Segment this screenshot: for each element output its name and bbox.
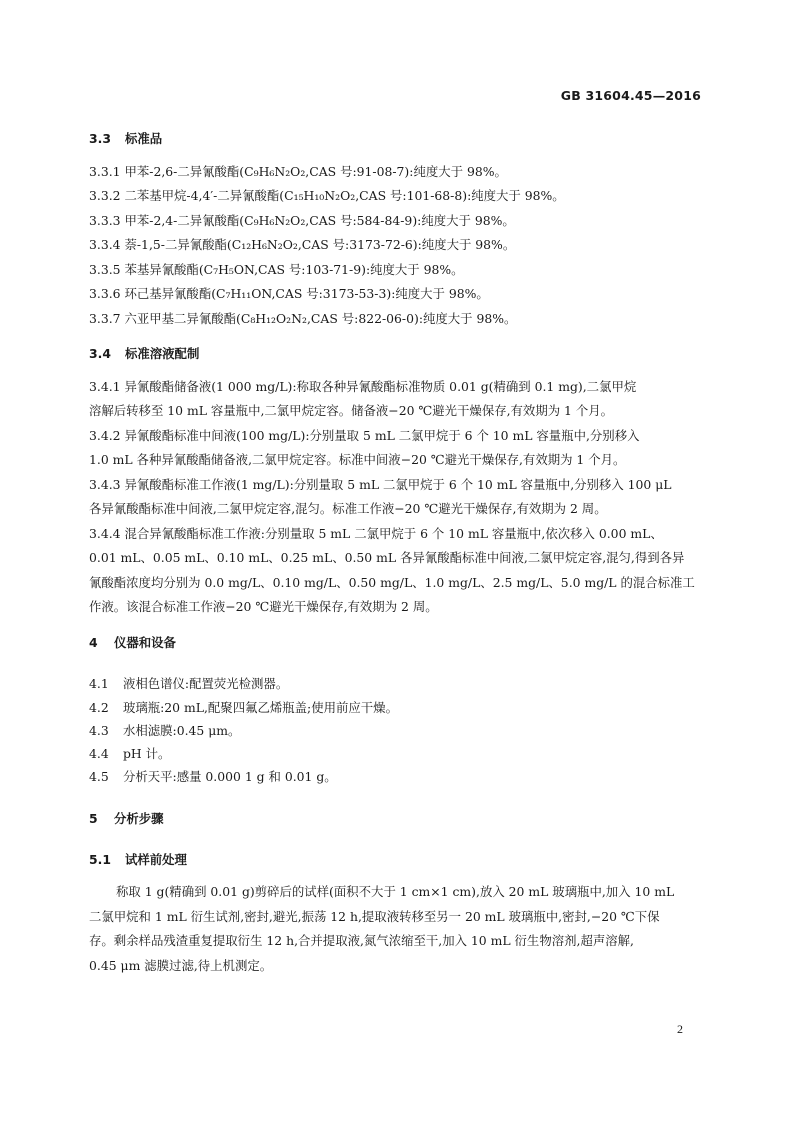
section-number: 4 <box>89 635 98 650</box>
section-heading-3-3 <box>89 131 162 147</box>
list-item <box>89 676 288 692</box>
item-number: 3.3.6 <box>89 286 121 301</box>
item-number: 3.3.3 <box>89 213 121 228</box>
item-text: 异氰酸酯标准工作液(1 mg/L):分别量取 5 mL 二氯甲烷于 6 个 10 mL 容量瓶中,分别移入 100 μL <box>124 477 672 492</box>
item-text: 混合异氰酸酯标准工作液:分别量取 5 mL 二氯甲烷于 6 个 10 mL 容量瓶中,依次移入 0.00 mL、 <box>124 526 663 541</box>
item-number: 3.3.5 <box>89 262 121 277</box>
paragraph-line: 作液。该混合标准工作液−20 ℃避光干燥保存,有效期为 2 周。 <box>89 599 438 614</box>
list-item <box>89 164 507 180</box>
paragraph-line: 0.01 mL、0.05 mL、0.10 mL、0.25 mL、0.50 mL 各异氰酸酯标准中间液,二氯甲烷定容,混匀,得到各异 <box>89 550 685 565</box>
item-number: 4.3 <box>89 723 109 738</box>
section-title: 仪器和设备 <box>114 635 176 650</box>
paragraph-line: 各异氰酸酯标准中间液,二氯甲烷定容,混匀。标准工作液−20 ℃避光干燥保存,有效期为 2 周。 <box>89 501 607 516</box>
list-item <box>89 723 240 739</box>
section-number: 3.3 <box>89 131 111 146</box>
list-item <box>89 237 515 253</box>
paragraph-line: 0.45 μm 滤膜过滤,待上机测定。 <box>89 958 273 973</box>
item-text: 玻璃瓶:20 mL,配聚四氟乙烯瓶盖;使用前应干燥。 <box>122 700 398 715</box>
item-number: 3.3.7 <box>89 311 121 326</box>
standard-code-header: GB 31604.45—2016 <box>560 88 701 103</box>
item-text: 水相滤膜:0.45 μm。 <box>122 723 241 738</box>
item-number: 3.3.1 <box>89 164 121 179</box>
list-item <box>89 769 337 785</box>
section-heading-5-1 <box>89 852 187 868</box>
section-title: 标准品 <box>125 131 163 146</box>
paragraph-line: 称取 1 g(精确到 0.01 g)剪碎后的试样(面积不大于 1 cm×1 cm),放入 20 mL 玻璃瓶中,加入 10 mL <box>116 884 675 899</box>
item-text: 环己基异氰酸酯(C₇H₁₁ON,CAS 号:3173-53-3):纯度大于 98%。 <box>124 286 489 301</box>
item-number: 4.5 <box>89 769 109 784</box>
list-item <box>89 311 516 327</box>
item-text: 甲苯-2,6-二异氰酸酯(C₉H₆N₂O₂,CAS 号:91-08-7):纯度大于 98%。 <box>124 164 507 179</box>
item-number: 4.4 <box>89 746 109 761</box>
section-heading-4 <box>89 635 176 651</box>
item-text: 液相色谱仪:配置荧光检测器。 <box>122 676 289 691</box>
list-item <box>89 746 170 762</box>
section-number: 5 <box>89 811 98 826</box>
paragraph-line <box>89 477 672 493</box>
section-title: 标准溶液配制 <box>125 346 200 361</box>
item-number: 4.1 <box>89 676 109 691</box>
section-number: 5.1 <box>89 852 111 867</box>
paragraph-line: 二氯甲烷和 1 mL 衍生试剂,密封,避光,振荡 12 h,提取液转移至另一 20 mL 玻璃瓶中,密封,−20 ℃下保 <box>89 909 660 924</box>
item-text: 二苯基甲烷-4,4′-二异氰酸酯(C₁₅H₁₀N₂O₂,CAS 号:101-68-8):纯度大于 98%。 <box>124 188 565 203</box>
list-item <box>89 262 464 278</box>
item-number: 4.2 <box>89 700 109 715</box>
list-item <box>89 286 489 302</box>
item-number: 3.4.2 <box>89 428 121 443</box>
item-number: 3.4.4 <box>89 526 121 541</box>
item-text: 异氰酸酯储备液(1 000 mg/L):称取各种异氰酸酯标准物质 0.01 g(精确到 0.1 mg),二氯甲烷 <box>124 379 637 394</box>
item-text: 异氰酸酯标准中间液(100 mg/L):分别量取 5 mL 二氯甲烷于 6 个 10 mL 容量瓶中,分别移入 <box>124 428 640 443</box>
item-text: 甲苯-2,4-二异氰酸酯(C₉H₆N₂O₂,CAS 号:584-84-9):纯度大于 98%。 <box>124 213 515 228</box>
section-heading-3-4 <box>89 346 199 362</box>
list-item <box>89 188 565 204</box>
paragraph-line: 氰酸酯浓度均分别为 0.0 mg/L、0.10 mg/L、0.50 mg/L、1.0 mg/L、2.5 mg/L、5.0 mg/L 的混合标准工 <box>89 575 695 590</box>
page-number: 2 <box>677 1022 683 1036</box>
list-item <box>89 700 398 716</box>
item-number: 3.3.2 <box>89 188 121 203</box>
section-number: 3.4 <box>89 346 111 361</box>
item-text: pH 计。 <box>122 746 171 761</box>
paragraph-line: 溶解后转移至 10 mL 容量瓶中,二氯甲烷定容。储备液−20 ℃避光干燥保存,有效期为 1 个月。 <box>89 403 614 418</box>
item-text: 六亚甲基二异氰酸酯(C₈H₁₂O₂N₂,CAS 号:822-06-0):纯度大于 98%。 <box>124 311 517 326</box>
item-number: 3.4.1 <box>89 379 121 394</box>
paragraph-line: 存。剩余样品残渣重复提取衍生 12 h,合并提取液,氮气浓缩至干,加入 10 mL 衍生物溶剂,超声溶解, <box>89 933 634 948</box>
paragraph-line <box>89 526 663 542</box>
section-title: 试样前处理 <box>125 852 187 867</box>
list-item <box>89 213 515 229</box>
paragraph-line: 1.0 mL 各种异氰酸酯储备液,二氯甲烷定容。标准中间液−20 ℃避光干燥保存,有效期为 1 个月。 <box>89 452 626 467</box>
item-number: 3.4.3 <box>89 477 121 492</box>
item-text: 分析天平:感量 0.000 1 g 和 0.01 g。 <box>122 769 337 784</box>
paragraph-line <box>89 428 639 444</box>
item-text: 苯基异氰酸酯(C₇H₅ON,CAS 号:103-71-9):纯度大于 98%。 <box>124 262 464 277</box>
section-title: 分析步骤 <box>114 811 164 826</box>
section-heading-5 <box>89 811 164 827</box>
item-number: 3.3.4 <box>89 237 121 252</box>
paragraph-line <box>89 379 636 395</box>
item-text: 萘-1,5-二异氰酸酯(C₁₂H₆N₂O₂,CAS 号:3173-72-6):纯度大于 98%。 <box>124 237 516 252</box>
